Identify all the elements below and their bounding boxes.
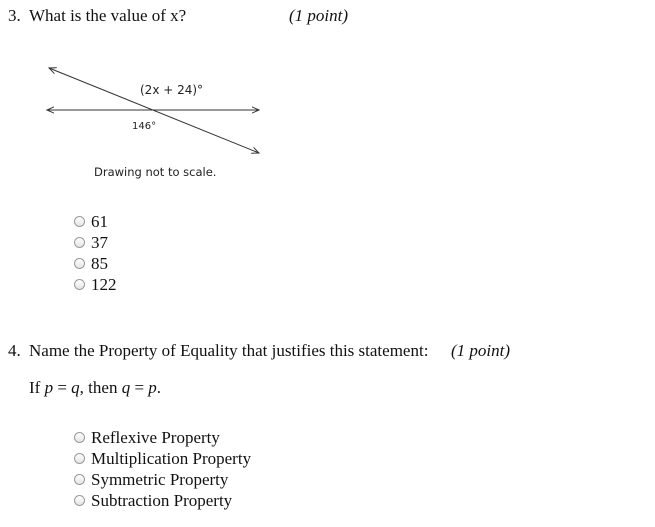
choice-label: Multiplication Property <box>91 448 252 468</box>
question-3-points: (1 point) <box>289 6 349 25</box>
angle-label-top: (2x + 24)° <box>140 83 204 97</box>
diagram-note: Drawing not to scale. <box>94 165 217 179</box>
q3-choice-1[interactable] <box>74 211 108 232</box>
statement-var-p: p <box>148 378 157 397</box>
radio-button[interactable] <box>74 474 85 485</box>
statement-middle: , then <box>79 378 122 397</box>
statement-prefix: If <box>29 378 45 397</box>
q3-choice-2[interactable] <box>74 232 108 253</box>
angle-diagram <box>40 58 270 158</box>
question-4-text: Name the Property of Equality that justifies this statement: <box>29 341 429 360</box>
choice-label: 37 <box>91 232 108 252</box>
q4-choice-3[interactable] <box>74 469 228 490</box>
radio-button[interactable] <box>74 216 85 227</box>
statement-var-q: q <box>71 378 80 397</box>
equality-statement <box>29 378 161 398</box>
radio-button[interactable] <box>74 432 85 443</box>
choice-label: Symmetric Property <box>91 469 229 489</box>
radio-button[interactable] <box>74 237 85 248</box>
radio-button[interactable] <box>74 453 85 464</box>
q4-choice-2[interactable] <box>74 448 251 469</box>
choice-label: 61 <box>91 211 108 231</box>
statement-equals: = <box>130 378 149 397</box>
statement-var-p: p <box>44 378 54 397</box>
question-4-number: 4. <box>8 341 21 360</box>
radio-button[interactable] <box>74 495 85 506</box>
question-3-number: 3. <box>8 6 21 25</box>
statement-equals: = <box>53 378 72 397</box>
angle-label-bottom: 146° <box>132 121 157 132</box>
choice-label: Subtraction Property <box>91 490 233 510</box>
radio-button[interactable] <box>74 279 85 290</box>
choice-label: 122 <box>91 274 117 294</box>
choice-label: 85 <box>91 253 108 273</box>
choice-label: Reflexive Property <box>91 427 220 447</box>
q3-choice-4[interactable] <box>74 274 117 295</box>
statement-suffix: . <box>156 378 162 397</box>
statement-var-q: q <box>121 378 131 397</box>
q4-choice-1[interactable] <box>74 427 220 448</box>
q4-choice-4[interactable] <box>74 490 232 511</box>
q3-choice-3[interactable] <box>74 253 108 274</box>
radio-button[interactable] <box>74 258 85 269</box>
question-3-text: What is the value of x? <box>29 6 187 25</box>
question-4-points: (1 point) <box>451 341 511 360</box>
